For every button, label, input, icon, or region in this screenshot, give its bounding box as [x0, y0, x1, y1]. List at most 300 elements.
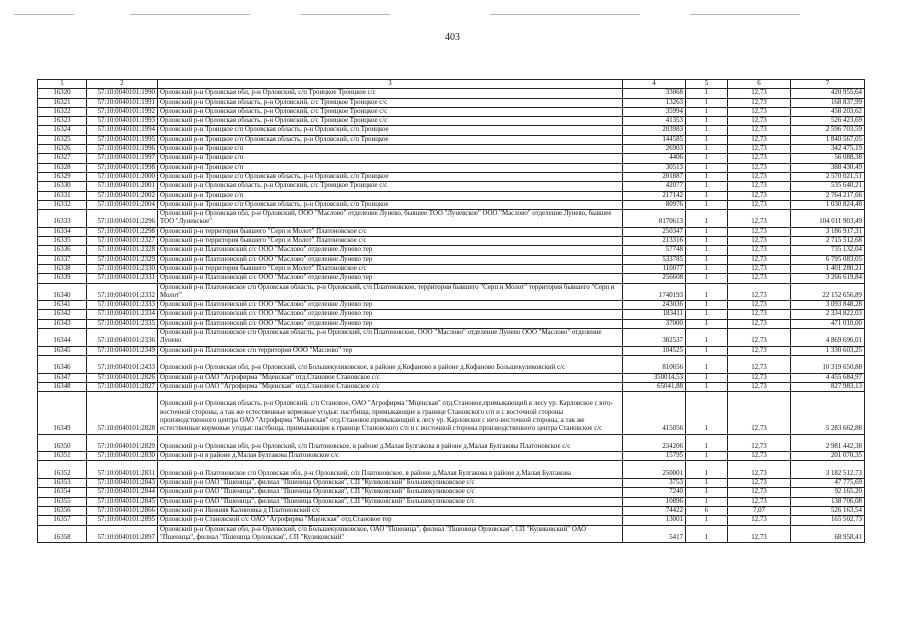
row-number-cell: 16326 — [38, 145, 87, 154]
rate-cell: 12,73 — [728, 434, 791, 452]
area-cell: 13263 — [623, 98, 686, 107]
value-cell: 6 795 083,05 — [791, 255, 865, 264]
area-cell: 8170613 — [623, 210, 686, 228]
row-number-cell: 16329 — [38, 172, 87, 181]
rate-cell: 12,73 — [728, 461, 791, 479]
row-number-cell: 16354 — [38, 488, 87, 497]
row-number-cell: 16342 — [38, 310, 87, 319]
rate-cell: 12,73 — [728, 210, 791, 228]
row-number-cell: 16356 — [38, 506, 87, 515]
value-cell: 735 132,04 — [791, 246, 865, 255]
category-cell: 1 — [686, 516, 728, 525]
row-number-cell: 16352 — [38, 461, 87, 479]
row-number-cell: 16350 — [38, 434, 87, 452]
address-cell: Орловский р-н Платоновский с/с ООО "Маслово" отделение Лунево тер — [158, 255, 623, 264]
row-number-cell: 16349 — [38, 392, 87, 435]
category-cell: 1 — [686, 191, 728, 200]
category-cell: 1 — [686, 434, 728, 452]
value-cell: 68 958,41 — [791, 525, 865, 543]
table-row — [38, 117, 865, 126]
table-row — [38, 479, 865, 488]
value-cell: 420 955,64 — [791, 89, 865, 98]
address-cell: Орловский р-н территория бывшего "Серп и Молот" Платоновское с/с — [158, 264, 623, 273]
value-cell: 4 455 684,97 — [791, 373, 865, 382]
area-cell: 415056 — [623, 392, 686, 435]
table-row — [38, 135, 865, 144]
category-cell: 1 — [686, 479, 728, 488]
table-row — [38, 172, 865, 181]
table-row — [38, 516, 865, 525]
value-cell: 2 981 442,38 — [791, 434, 865, 452]
address-cell: Орловский р-н Платоновский с/с ООО "Маслово" отделение Лунево тер — [158, 319, 623, 328]
table-row — [38, 191, 865, 200]
value-cell: 2 570 021,51 — [791, 172, 865, 181]
rate-cell: 12,73 — [728, 135, 791, 144]
rate-cell: 12,73 — [728, 274, 791, 283]
rate-cell: 12,73 — [728, 200, 791, 209]
rate-cell: 12,73 — [728, 283, 791, 301]
area-cell: 57748 — [623, 246, 686, 255]
row-number-cell: 16353 — [38, 479, 87, 488]
rate-cell: 12,73 — [728, 301, 791, 310]
header-cell: 1 — [38, 80, 87, 89]
cadastral-number-cell: 57:10:0040101:2828 — [87, 392, 158, 435]
cadastral-number-cell: 57:10:0040101:2333 — [87, 301, 158, 310]
row-number-cell: 16325 — [38, 135, 87, 144]
rate-cell: 12,73 — [728, 154, 791, 163]
value-cell: 3 186 917,31 — [791, 227, 865, 236]
area-cell: 213316 — [623, 237, 686, 246]
rate-cell: 12,73 — [728, 516, 791, 525]
address-cell: Орловский р-н ОАО "Пшеница", филиал "Пшеница Орловская", СП "Куликовский" Большекуликовское с/с — [158, 497, 623, 506]
address-cell: Орловский р-н Платоновский с/с ООО "Маслово" отделение Лунево тер — [158, 301, 623, 310]
area-cell: 110077 — [623, 264, 686, 273]
table-row — [38, 126, 865, 135]
address-cell: Орловский р-н Троицкое с/п — [158, 163, 623, 172]
cadastral-number-cell: 57:10:0040101:1994 — [87, 126, 158, 135]
value-cell: 2 334 822,03 — [791, 310, 865, 319]
address-cell: Орловский р-н ОАО "Агрофирма "Мценская" отд.Становое Становское с/с — [158, 373, 623, 382]
cadastral-number-cell: 57:10:0040101:1996 — [87, 145, 158, 154]
category-cell: 1 — [686, 525, 728, 543]
page-number: 403 — [445, 32, 460, 43]
header-cell: 6 — [728, 80, 791, 89]
rate-cell: 7,07 — [728, 506, 791, 515]
category-cell: 1 — [686, 301, 728, 310]
row-number-cell: 16351 — [38, 452, 87, 461]
table-row — [38, 237, 865, 246]
row-number-cell: 16324 — [38, 126, 87, 135]
rate-cell: 12,73 — [728, 525, 791, 543]
cadastral-number-cell: 57:10:0040101:2826 — [87, 373, 158, 382]
table-header-row — [38, 80, 865, 89]
table-row — [38, 392, 865, 435]
value-cell: 47 775,69 — [791, 479, 865, 488]
cadastral-number-cell: 57:10:0040101:2001 — [87, 182, 158, 191]
cadastral-number-cell: 57:10:0040101:2335 — [87, 319, 158, 328]
row-number-cell: 16347 — [38, 373, 87, 382]
table-row — [38, 98, 865, 107]
address-cell: Орловский р-н Орловская обл, р-н Орловский, с/п Большекуликовское, в районе д.Кофаново в районе д.Кофаново Большекуликовский с/с — [158, 355, 623, 373]
scan-artifact-line — [490, 14, 640, 15]
category-cell: 1 — [686, 497, 728, 506]
table-row — [38, 301, 865, 310]
cadastral-number-cell: 57:10:0040101:2866 — [87, 506, 158, 515]
row-number-cell: 16331 — [38, 191, 87, 200]
area-cell: 256608 — [623, 274, 686, 283]
cadastral-number-cell: 57:10:0040101:1997 — [87, 154, 158, 163]
row-number-cell: 16344 — [38, 329, 87, 347]
rate-cell: 12,73 — [728, 182, 791, 191]
scan-artifact-line — [300, 14, 390, 15]
header-cell: 7 — [791, 80, 865, 89]
cadastral-number-cell: 57:10:0040101:2332 — [87, 283, 158, 301]
rate-cell: 12,73 — [728, 479, 791, 488]
value-cell: 471 010,00 — [791, 319, 865, 328]
address-cell: Орловский р-н Троицкое с/п — [158, 191, 623, 200]
row-number-cell: 16335 — [38, 237, 87, 246]
area-cell: 4406 — [623, 154, 686, 163]
value-cell: 4 869 696,01 — [791, 329, 865, 347]
value-cell: 22 152 656,89 — [791, 283, 865, 301]
area-cell: 201887 — [623, 172, 686, 181]
rate-cell: 12,73 — [728, 89, 791, 98]
area-cell: 42077 — [623, 182, 686, 191]
address-cell: Орловский р-н Троицкое с/п — [158, 154, 623, 163]
address-cell: Орловский р-н территория бывшего "Серп и Молот" Платоновское с/с — [158, 237, 623, 246]
address-cell: Орловский р-н территория бывшего "Серп и Молот" Платоновское с/с — [158, 227, 623, 236]
row-number-cell: 16333 — [38, 210, 87, 228]
address-cell: Орловский р-н Орловская область, р-н Орловский, с/с Троицкое Троицкое с/с — [158, 98, 623, 107]
cadastral-number-cell: 57:10:0040101:2329 — [87, 255, 158, 264]
area-cell: 65041,88 — [623, 382, 686, 391]
category-cell: 1 — [686, 163, 728, 172]
rate-cell: 12,73 — [728, 319, 791, 328]
table-row — [38, 200, 865, 209]
table-row — [38, 163, 865, 172]
row-number-cell: 16341 — [38, 301, 87, 310]
area-cell: 7240 — [623, 488, 686, 497]
rate-cell: 12,73 — [728, 145, 791, 154]
row-number-cell: 16330 — [38, 182, 87, 191]
table-row — [38, 283, 865, 301]
area-cell: 41353 — [623, 117, 686, 126]
address-cell: Орловский р-н Троицкое с/п Орловская область, р-н Орловский, с/п Троицкое — [158, 172, 623, 181]
address-cell: Орловский р-н Орловская область, р-н Орловский, с/с Троицкое Троицкое с/с — [158, 107, 623, 116]
row-number-cell: 16340 — [38, 283, 87, 301]
rate-cell: 12,73 — [728, 255, 791, 264]
table-row — [38, 434, 865, 452]
value-cell: 2 764 217,66 — [791, 191, 865, 200]
row-number-cell: 16327 — [38, 154, 87, 163]
area-cell: 3753 — [623, 479, 686, 488]
table-row — [38, 329, 865, 347]
category-cell: 1 — [686, 107, 728, 116]
table-row — [38, 89, 865, 98]
category-cell: 1 — [686, 274, 728, 283]
area-cell: 217142 — [623, 191, 686, 200]
area-cell: 35994 — [623, 107, 686, 116]
cadastral-number-cell: 57:10:0040101:2897 — [87, 525, 158, 543]
value-cell: 3 266 619,84 — [791, 274, 865, 283]
cadastral-number-cell: 57:10:0040101:2843 — [87, 479, 158, 488]
address-cell: Орловский р-н Троицкое с/п Орловская область, р-н Орловский, с/п Троицкое — [158, 126, 623, 135]
header-cell: 5 — [686, 80, 728, 89]
address-cell: Орловский р-н Троицкое с/п Орловская область, р-н Орловский, с/п Троицкое — [158, 135, 623, 144]
row-number-cell: 16323 — [38, 117, 87, 126]
cadastral-number-cell: 57:10:0040101:2827 — [87, 382, 158, 391]
value-cell: 104 011 903,49 — [791, 210, 865, 228]
address-cell: Орловский р-н Платоновский с/с ООО "Маслово" отделение Лунево тер — [158, 246, 623, 255]
table-row — [38, 382, 865, 391]
address-cell: Орловский р-н Орловская обл, р-н Орловский, ООО "Маслово" отделение Лунево, бывшее ТОО "Луневское" ООО "Маслово" отделение Лунево, бывшее ТОО "Луневское" — [158, 210, 623, 228]
category-cell: 1 — [686, 461, 728, 479]
rate-cell: 12,73 — [728, 163, 791, 172]
table-row — [38, 373, 865, 382]
table-row — [38, 255, 865, 264]
area-cell: 203983 — [623, 126, 686, 135]
category-cell: 1 — [686, 200, 728, 209]
rate-cell: 12,73 — [728, 346, 791, 355]
value-cell: 1 030 824,48 — [791, 200, 865, 209]
address-cell: Орловский р-н Платоновское с/п Орловская область, р-н Орловский, с/п Платоновское, ООО "Маслово" отделение Лунево ООО "Маслово" отделение Лунево — [158, 329, 623, 347]
area-cell: 144585 — [623, 135, 686, 144]
value-cell: 138 706,08 — [791, 497, 865, 506]
table-row — [38, 274, 865, 283]
address-cell: Орловский р-н ОАО "Пшеница", филиал "Пшеница Орловская", СП "Куликовский" Большекуликовское с/с — [158, 479, 623, 488]
row-number-cell: 16345 — [38, 346, 87, 355]
cadastral-number-cell: 57:10:0040101:2433 — [87, 355, 158, 373]
area-cell: 243036 — [623, 301, 686, 310]
scan-artifact-line — [690, 14, 800, 15]
cadastral-number-cell: 57:10:0040101:2298 — [87, 227, 158, 236]
address-cell: Орловский р-н Орловская область, р-н Орловский, с/с Троицкое Троицкое с/с — [158, 117, 623, 126]
cadastral-table — [37, 79, 865, 543]
category-cell: 1 — [686, 145, 728, 154]
area-cell: 33068 — [623, 89, 686, 98]
address-cell: Орловский р-н Становской с/с ОАО "Агрофирма "Мценская" отд.Становое тер — [158, 516, 623, 525]
cadastral-number-cell: 57:10:0040101:1991 — [87, 98, 158, 107]
rate-cell: 12,73 — [728, 452, 791, 461]
address-cell: Орловский р-н Платоновское с/п Орловская обл, р-н Орловский, с/п Платоновское, в районе д.Малая Булгакова в районе д.Малая Булгакова — [158, 461, 623, 479]
value-cell: 535 640,21 — [791, 182, 865, 191]
table-row — [38, 107, 865, 116]
address-cell: Орловский р-н Орловская обл, р-н Орловский, с/п Большекуликовское, ОАО "Пшеница", филиал "Пшеница Орловская", СП "Куликовский" ОАО "Пшеница", филиал "Пшеница Орловская", СП "Куликовский" — [158, 525, 623, 543]
row-number-cell: 16355 — [38, 497, 87, 506]
category-cell: 1 — [686, 237, 728, 246]
address-cell: Орловский р-н ОАО "Агрофирма "Мценская" отд.Становое Становское с/с — [158, 382, 623, 391]
value-cell: 56 088,38 — [791, 154, 865, 163]
cadastral-number-cell: 57:10:0040101:2004 — [87, 200, 158, 209]
cadastral-number-cell: 57:10:0040101:2830 — [87, 452, 158, 461]
category-cell: 1 — [686, 346, 728, 355]
address-cell: Орловский р-н Троицкое с/п Орловская область, р-н Орловский, с/п Троицкое — [158, 200, 623, 209]
address-cell: Орловский р-н ОАО "Пшеница", филиал "Пшеница Орловская", СП "Куликовский" Большекуликовское с/с — [158, 488, 623, 497]
cadastral-number-cell: 57:10:0040101:2331 — [87, 274, 158, 283]
table-row — [38, 227, 865, 236]
area-cell: 1740193 — [623, 283, 686, 301]
category-cell: 1 — [686, 172, 728, 181]
category-cell: 1 — [686, 98, 728, 107]
rate-cell: 12,73 — [728, 107, 791, 116]
category-cell: 6 — [686, 506, 728, 515]
table-row — [38, 497, 865, 506]
value-cell: 3 182 512,73 — [791, 461, 865, 479]
scan-artifact-line — [14, 14, 74, 15]
area-cell: 250347 — [623, 227, 686, 236]
area-cell: 37000 — [623, 319, 686, 328]
value-cell: 10 319 650,88 — [791, 355, 865, 373]
cadastral-number-cell: 57:10:0040101:1992 — [87, 107, 158, 116]
rate-cell: 12,73 — [728, 246, 791, 255]
value-cell: 827 983,13 — [791, 382, 865, 391]
cadastral-number-cell: 57:10:0040101:2844 — [87, 488, 158, 497]
category-cell: 1 — [686, 264, 728, 273]
category-cell: 1 — [686, 117, 728, 126]
row-number-cell: 16321 — [38, 98, 87, 107]
rate-cell: 12,73 — [728, 227, 791, 236]
cadastral-number-cell: 57:10:0040101:2349 — [87, 346, 158, 355]
address-cell: Орловский р-н Нижняя Калиновка д Платоновский с/с — [158, 506, 623, 515]
address-cell: Орловский р-н Платоновское с/п территория ООО "Маслово" тер — [158, 346, 623, 355]
cadastral-number-cell: 57:10:0040101:2831 — [87, 461, 158, 479]
table-row — [38, 310, 865, 319]
row-number-cell: 16328 — [38, 163, 87, 172]
address-cell: Орловский р-н в районе д.Малая Булгакова Платоновское с/с — [158, 452, 623, 461]
area-cell: 533785 — [623, 255, 686, 264]
value-cell: 458 203,62 — [791, 107, 865, 116]
address-cell: Орловский р-н Орловская область, р-н Орловский, с/п Становое, ОАО "Агрофирма "Мценская" отд.Становое,примыкающий к лесу ур. Карловское с юго-восточной стороны, а так же естественные кормовые угодья: пастбища, примыкающие к границе Становского с/п и с восточной стороны производственного центра ОАО "Агрофирма "Мценская" отд.Становое,примыкающий к лесу ур. Карловское с юго-восточной стороны, а так же естественные кормовые угодья: пастбища, примыкающие к границе Становского с/п и с восточной стороны производственного центра Становское с/с — [158, 392, 623, 435]
row-number-cell: 16357 — [38, 516, 87, 525]
address-cell: Орловский р-н Платоновский с/с ООО "Маслово" отделение Лунево тер — [158, 274, 623, 283]
address-cell: Орловский р-н Орловская область, р-н Орловский, с/с Троицкое Троицкое с/с — [158, 182, 623, 191]
row-number-cell: 16358 — [38, 525, 87, 543]
value-cell: 526 423,69 — [791, 117, 865, 126]
area-cell: 810656 — [623, 355, 686, 373]
area-cell: 350014,53 — [623, 373, 686, 382]
table-row — [38, 145, 865, 154]
category-cell: 1 — [686, 135, 728, 144]
cadastral-number-cell: 57:10:0040101:2829 — [87, 434, 158, 452]
category-cell: 1 — [686, 89, 728, 98]
cadastral-number-cell: 57:10:0040101:2330 — [87, 264, 158, 273]
category-cell: 1 — [686, 182, 728, 191]
cadastral-number-cell: 57:10:0040101:2000 — [87, 172, 158, 181]
value-cell: 1 840 567,05 — [791, 135, 865, 144]
rate-cell: 12,73 — [728, 310, 791, 319]
value-cell: 1 330 603,25 — [791, 346, 865, 355]
rate-cell: 12,73 — [728, 98, 791, 107]
cadastral-number-cell: 57:10:0040101:2845 — [87, 497, 158, 506]
category-cell: 1 — [686, 154, 728, 163]
address-cell: Орловский р-н Орловская обл, р-н Орловский, с/п Троицкое Троицкое с/с — [158, 89, 623, 98]
area-cell: 30513 — [623, 163, 686, 172]
table-row — [38, 154, 865, 163]
rate-cell: 12,73 — [728, 172, 791, 181]
header-cell: 4 — [623, 80, 686, 89]
table-row — [38, 319, 865, 328]
area-cell: 234206 — [623, 434, 686, 452]
area-cell: 183411 — [623, 310, 686, 319]
area-cell: 382537 — [623, 329, 686, 347]
cadastral-number-cell: 57:10:0040101:2296 — [87, 210, 158, 228]
category-cell: 1 — [686, 373, 728, 382]
row-number-cell: 16320 — [38, 89, 87, 98]
category-cell: 1 — [686, 210, 728, 228]
area-cell: 104525 — [623, 346, 686, 355]
rate-cell: 12,73 — [728, 355, 791, 373]
area-cell: 26903 — [623, 145, 686, 154]
cadastral-number-cell: 57:10:0040101:2328 — [87, 246, 158, 255]
value-cell: 201 070,35 — [791, 452, 865, 461]
value-cell: 342 475,19 — [791, 145, 865, 154]
row-number-cell: 16343 — [38, 319, 87, 328]
cadastral-number-cell: 57:10:0040101:1990 — [87, 89, 158, 98]
rate-cell: 12,73 — [728, 126, 791, 135]
value-cell: 92 165,20 — [791, 488, 865, 497]
category-cell: 1 — [686, 255, 728, 264]
category-cell: 1 — [686, 392, 728, 435]
area-cell: 5417 — [623, 525, 686, 543]
table-row — [38, 182, 865, 191]
area-cell: 74422 — [623, 506, 686, 515]
area-cell: 15795 — [623, 452, 686, 461]
row-number-cell: 16322 — [38, 107, 87, 116]
value-cell: 168 837,99 — [791, 98, 865, 107]
category-cell: 1 — [686, 283, 728, 301]
value-cell: 388 430,49 — [791, 163, 865, 172]
scan-artifact-line — [130, 14, 250, 15]
value-cell: 165 502,73 — [791, 516, 865, 525]
address-cell: Орловский р-н Платоновское с/п Орловская область, р-н Орловский, с/п Платоновское, территория бывшего "Серп и Молот" территория бывшего "Серп и Молот" — [158, 283, 623, 301]
address-cell: Орловский р-н Орловская обл, р-н Орловский, с/п Платоновское, в районе д.Малая Булгакова в районе д.Малая Булгакова Платоновское с/с — [158, 434, 623, 452]
category-cell: 1 — [686, 382, 728, 391]
table-row — [38, 355, 865, 373]
category-cell: 1 — [686, 227, 728, 236]
cadastral-number-cell: 57:10:0040101:2327 — [87, 237, 158, 246]
category-cell: 1 — [686, 310, 728, 319]
rate-cell: 12,73 — [728, 488, 791, 497]
address-cell: Орловский р-н Платоновский с/с ООО "Маслово" отделение Лунево тер — [158, 310, 623, 319]
rate-cell: 12,73 — [728, 329, 791, 347]
header-cell: 2 — [87, 80, 158, 89]
row-number-cell: 16332 — [38, 200, 87, 209]
cadastral-number-cell: 57:10:0040101:2336 — [87, 329, 158, 347]
rate-cell: 12,73 — [728, 191, 791, 200]
row-number-cell: 16348 — [38, 382, 87, 391]
row-number-cell: 16346 — [38, 355, 87, 373]
table-row — [38, 461, 865, 479]
cadastral-number-cell: 57:10:0040101:2334 — [87, 310, 158, 319]
cadastral-number-cell: 57:10:0040101:1993 — [87, 117, 158, 126]
category-cell: 1 — [686, 355, 728, 373]
table-row — [38, 506, 865, 515]
row-number-cell: 16336 — [38, 246, 87, 255]
rate-cell: 12,73 — [728, 382, 791, 391]
cadastral-number-cell: 57:10:0040101:2002 — [87, 191, 158, 200]
rate-cell: 12,73 — [728, 237, 791, 246]
row-number-cell: 16337 — [38, 255, 87, 264]
row-number-cell: 16334 — [38, 227, 87, 236]
value-cell: 526 163,54 — [791, 506, 865, 515]
table-row — [38, 488, 865, 497]
category-cell: 1 — [686, 452, 728, 461]
cadastral-number-cell: 57:10:0040101:1995 — [87, 135, 158, 144]
area-cell: 13001 — [623, 516, 686, 525]
area-cell: 10896 — [623, 497, 686, 506]
table-body — [38, 89, 865, 543]
rate-cell: 12,73 — [728, 497, 791, 506]
